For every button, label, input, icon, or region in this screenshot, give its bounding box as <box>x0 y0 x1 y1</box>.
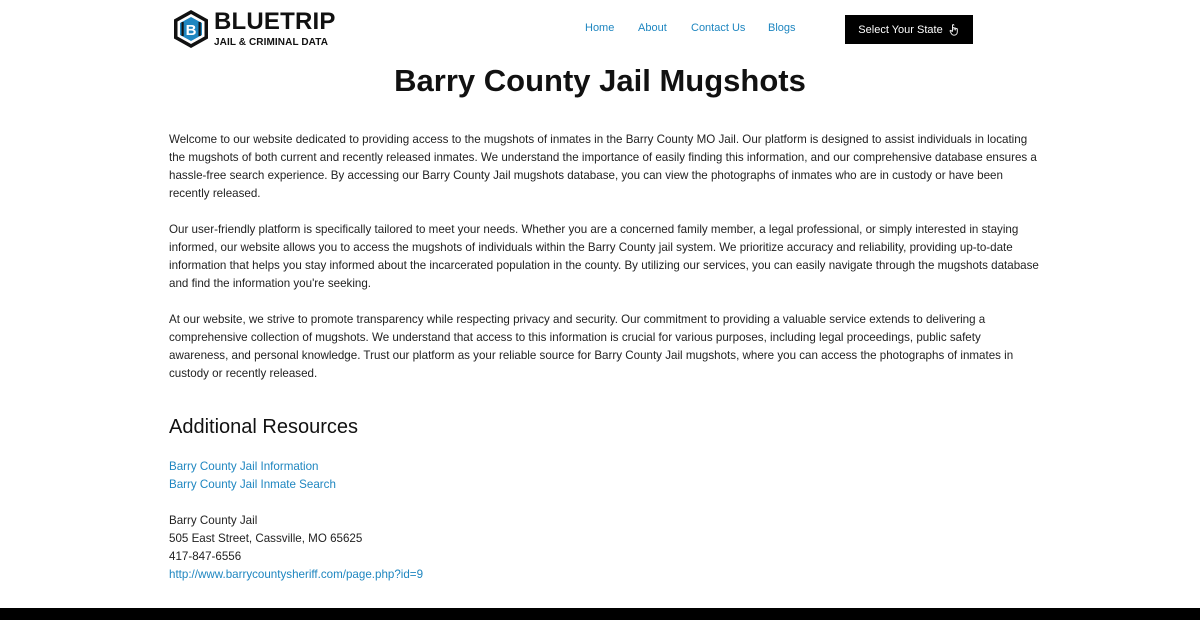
jail-phone: 417-847-6556 <box>169 550 242 563</box>
nav-home-link[interactable]: Home <box>585 22 615 34</box>
intro-paragraph: Welcome to our website dedicated to providing access to the mugshots of inmates in the Barry County MO Jail. Our platform is designed to assist individuals in locating the mugshots of both current and recently released inmates. We understand the importance of easily finding this information, and our comprehensive database ensures a hassle-free search experience. By accessing our Barry County Jail mugshots database, you can view the photographs of inmates who are in custody or have been recently released. <box>169 133 1037 200</box>
pointer-hand-icon <box>949 24 960 36</box>
main-nav <box>0 22 1200 38</box>
select-state-button[interactable] <box>845 15 973 44</box>
sheriff-website-link[interactable]: http://www.barrycountysheriff.com/page.php?id=9 <box>169 568 424 581</box>
logo-title: BLUETRIP <box>214 8 336 35</box>
nav-blogs-link[interactable]: Blogs <box>768 22 796 34</box>
intro-paragraph: Our user-friendly platform is specifically tailored to meet your needs. Whether you are a concerned family member, a legal professional, or simply interested in staying informed, our website allows you to access the mugshots of individuals within the Barry County jail system. We prioritize accuracy and reliability, providing up-to-date information that helps you stay informed about the incarcerated population in the county. By utilizing our services, you can easily navigate through the mugshots database and find the information you're seeking. <box>169 223 1039 290</box>
inmate-search-link[interactable]: Barry County Jail Inmate Search <box>169 478 336 491</box>
jail-information-link[interactable]: Barry County Jail Information <box>169 460 319 473</box>
svg-text:B: B <box>185 22 197 39</box>
nav-about-link[interactable]: About <box>638 22 667 34</box>
intro-paragraph: At our website, we strive to promote transparency while respecting privacy and security. Our commitment to providing a valuable service extends to delivering a comprehensive collection of mugshots. We understand that access to this information is crucial for various purposes, including legal proceedings, public safety awareness, and personal knowledge. Trust our platform as your reliable source for Barry County Jail mugshots, where you can access the photographs of inmates in custody or recently released. <box>169 313 1014 380</box>
jail-address-block <box>169 512 423 584</box>
page-title: Barry County Jail Mugshots <box>394 63 806 98</box>
select-state-label: Select Your State <box>858 23 943 36</box>
jail-street-address: 505 East Street, Cassville, MO 65625 <box>169 532 363 545</box>
jail-name: Barry County Jail <box>169 514 258 527</box>
nav-contact-link[interactable]: Contact Us <box>691 22 746 34</box>
resources-list <box>169 458 336 494</box>
additional-resources-heading: Additional Resources <box>169 416 358 438</box>
footer-bar <box>0 608 1200 620</box>
intro-content <box>169 131 1041 401</box>
logo-subtitle: JAIL & CRIMINAL DATA <box>214 37 329 48</box>
site-header <box>0 0 1200 58</box>
